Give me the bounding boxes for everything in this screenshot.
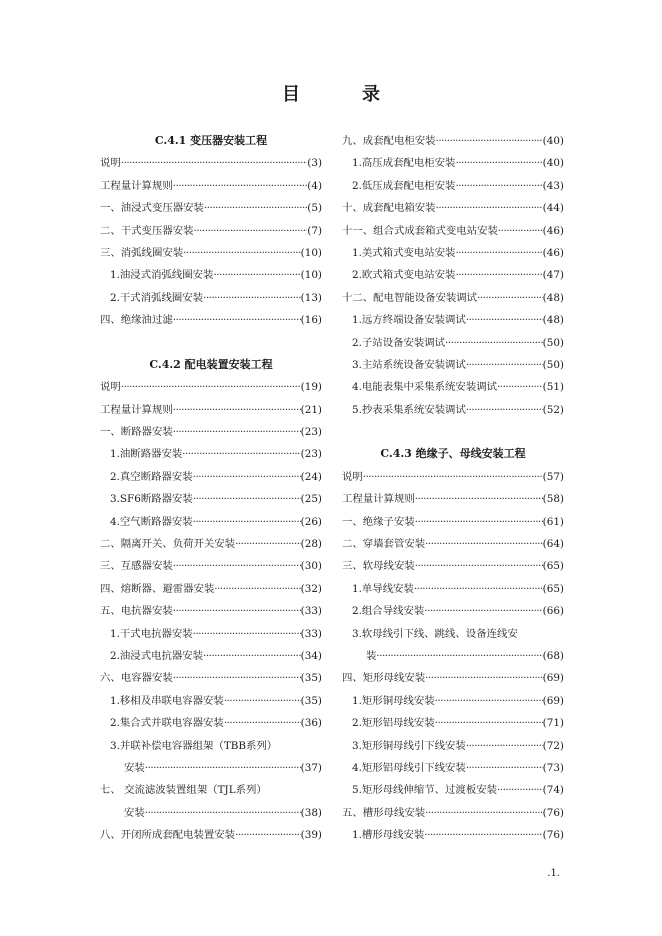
toc-entry-title: 2.集合式并联电容器安装 [110,717,224,730]
toc-leader-dots [424,824,542,846]
toc-entry [342,287,564,309]
toc-entry-title: 安装 [124,806,145,819]
toc-entry [342,466,564,488]
toc-entry-title: 一、断路器安装 [100,426,173,439]
toc-entry-page: (48) [542,291,564,304]
toc-section-heading: C.4.1 变压器安装工程 [154,134,268,147]
toc-entry-text [342,623,564,645]
toc-entry [342,175,564,197]
toc-entry-page: (58) [542,493,564,506]
toc-entry [342,376,564,398]
toc-entry-title: 1.槽形母线安装 [352,829,425,842]
toc-leader-dots [445,332,543,354]
toc-leader-dots [415,555,543,577]
toc-entry-page: (74) [542,784,564,797]
toc-entry-title: 2.子站设备安装调试 [352,336,446,349]
toc-entry-page: (47) [542,269,564,282]
toc-leader-dots [193,511,301,533]
toc-leader-dots [466,354,543,376]
toc-entry-page: (36) [300,717,322,730]
toc-entry-title: 5.矩形母线伸缩节、过渡板安装 [352,784,497,797]
toc-entry-title: 二、干式变压器安装 [100,224,194,237]
toc-entry-page: (21) [300,403,322,416]
toc-entry-title: 1.移相及串联电容器安装 [110,694,224,707]
toc-entry-page: (76) [542,806,564,819]
toc-leader-dots [173,309,301,331]
toc-entry [100,309,322,331]
toc-entry-page: (52) [542,403,564,416]
toc-entry [342,309,564,331]
toc-entry [342,242,564,264]
toc-entry-title: 1.干式电抗器安装 [110,627,193,640]
toc-entry [100,466,322,488]
toc-entry-page: (23) [300,448,322,461]
toc-entry [100,175,322,197]
toc-entry-title: 三、消弧线圈安装 [100,246,184,259]
toc-entry-page: (35) [300,672,322,685]
toc-leader-dots [497,376,543,398]
toc-leader-dots [173,667,301,689]
toc-entry-page: (64) [542,538,564,551]
toc-entry-page: (65) [542,560,564,573]
toc-entry [342,332,564,354]
toc-leader-dots [455,242,542,264]
toc-entry [100,667,322,689]
toc-entry-title: 3.并联补偿电容器组架（TBB系列） [110,739,278,752]
toc-entry-page: (69) [542,672,564,685]
toc-entry [342,690,564,712]
toc-entry-title: 3.主站系统设备安装调试 [352,358,466,371]
toc-entry-page: (43) [542,179,564,192]
toc-leader-dots [435,690,543,712]
toc-entry-page: (38) [300,806,322,819]
toc-entry-page: (68) [542,649,564,662]
toc-entry-title: 工程量计算规则 [342,493,415,506]
toc-entry-title: 1.单导线安装 [352,582,414,595]
toc-entry-page: (65) [542,582,564,595]
toc-leader-dots [415,511,543,533]
toc-entry [100,376,322,398]
toc-section-heading: C.4.3 绝缘子、母线安装工程 [380,447,526,461]
toc-entry-title: 3.软母线引下线、跳线、设备连线安 [352,627,518,640]
page-title: 目 录 [282,84,402,105]
toc-entry-page: (66) [542,605,564,618]
toc-entry-text [100,779,322,801]
toc-leader-dots [193,466,301,488]
toc-entry [100,623,322,645]
toc-leader-dots [173,175,308,197]
toc-leader-dots [235,824,301,846]
toc-entry-title: 说明 [342,470,363,483]
toc-leader-dots [224,712,301,734]
toc-leader-dots [425,802,543,824]
toc-entry [100,824,322,846]
toc-entry-page: (48) [542,314,564,327]
toc-entry [342,197,564,219]
toc-entry [342,130,564,152]
toc-entry [100,578,322,600]
toc-entry [342,600,564,622]
toc-entry-title: 2.真空断路器安装 [110,470,193,483]
toc-entry-page: (4) [307,179,322,192]
toc-leader-dots [203,645,301,667]
toc-entry [342,779,564,801]
toc-entry-title: 说明 [100,157,121,170]
toc-entry-title: 安装 [124,761,145,774]
toc-left-column [100,130,322,847]
toc-leader-dots [425,667,543,689]
toc-section-heading: C.4.2 配电装置安装工程 [149,357,273,371]
page-number: .1. [547,868,560,879]
toc-leader-dots [173,600,301,622]
toc-entry [342,354,564,376]
toc-entry-page: (25) [300,493,322,506]
toc-entry [100,533,322,555]
toc-entry [100,645,322,667]
toc-leader-dots [121,152,308,174]
toc-leader-dots [363,466,543,488]
toc-leader-dots [173,421,301,443]
toc-leader-dots [425,533,543,555]
toc-entry-title: 九、成套配电柜安装 [342,135,436,147]
toc-entry-title: 十、成套配电箱安装 [342,202,436,215]
toc-leader-dots [436,130,543,152]
toc-entry-page: (72) [542,739,564,752]
toc-entry-title: 3.SF6断路器安装 [110,493,193,506]
toc-entry-title: 1.矩形铜母线安装 [352,694,435,707]
toc-entry-title: 3.矩形铜母线引下线安装 [352,739,466,752]
toc-entry [100,399,322,421]
toc-leader-dots [376,645,542,667]
toc-entry-page: (19) [300,381,322,394]
toc-leader-dots [455,152,542,174]
toc-entry-page: (61) [542,515,564,528]
toc-entry-page: (34) [300,649,322,662]
toc-entry [100,264,322,286]
toc-entry-page: (57) [542,470,564,483]
toc-entry-title: 三、互感器安装 [100,560,173,573]
toc-entry [342,555,564,577]
toc-entry-title: 5.抄表采集系统安装调试 [352,403,466,416]
toc-entry-page: (32) [300,582,322,595]
toc-entry-page: (33) [300,627,322,640]
toc-entry [342,712,564,734]
toc-leader-dots [235,533,301,555]
toc-leader-dots [224,690,301,712]
toc-entry [342,152,564,174]
toc-entry [342,399,564,421]
toc-entry-page: (30) [300,560,322,573]
toc-entry-page: (69) [542,694,564,707]
toc-leader-dots [497,779,543,801]
toc-entry-page: (40) [542,135,564,147]
toc-leader-dots [193,488,301,510]
toc-entry [100,511,322,533]
toc-entry-text [100,735,322,757]
toc-entry [342,735,564,757]
toc-leader-dots [204,197,307,219]
toc-leader-dots [455,264,542,286]
toc-entry [342,802,564,824]
toc-entry-title: 1.油浸式消弧线圈安装 [110,269,214,282]
toc-entry-title: 说明 [100,381,121,394]
toc-entry-title: 十二、配电智能设备安装调试 [342,291,478,304]
toc-entry-page: (10) [300,246,322,259]
toc-spacer [342,421,564,443]
toc-leader-dots [498,220,543,242]
toc-entry-title: 一、绝缘子安装 [342,515,415,528]
toc-entry-page: (37) [300,761,322,774]
toc-entry-title: 十一、组合式成套箱式变电站安装 [342,224,498,237]
toc-entry-title: 五、槽形母线安装 [342,806,426,819]
toc-entry [342,533,564,555]
toc-entry-title: 二、隔离开关、负荷开关安装 [100,538,236,551]
toc-entry [100,443,322,465]
toc-entry-title: 工程量计算规则 [100,403,173,416]
toc-entry-page: (26) [300,515,322,528]
toc-entry-title: 五、电抗器安装 [100,605,173,618]
toc-entry [100,802,322,824]
toc-entry [342,667,564,689]
toc-entry-title: 2.组合导线安装 [352,605,425,618]
toc-entry-title: 2.矩形铝母线安装 [352,717,435,730]
toc-leader-dots [466,735,543,757]
toc-entry-title: 1.美式箱式变电站安装 [352,246,456,259]
toc-entry-title: 装 [366,649,377,662]
toc-entry [342,824,564,846]
toc-entry [100,600,322,622]
toc-entry-title: 四、绝缘油过滤 [100,314,173,327]
toc-entry-title: 八、开闭所成套配电装置安装 [100,829,236,842]
toc-entry-page: (33) [300,605,322,618]
toc-leader-dots [173,555,301,577]
toc-entry-title: 2.干式消弧线圈安装 [110,291,204,304]
toc-entry [100,287,322,309]
toc-entry [342,757,564,779]
toc-entry-page: (71) [542,717,564,730]
toc-entry [100,197,322,219]
toc-entry-title: 七、 交流滤波装置组架（TJL系列） [100,784,267,797]
toc-entry [342,220,564,242]
toc-entry-title: 2.低压成套配电柜安装 [352,179,456,192]
toc-entry-page: (51) [542,381,564,394]
toc-entry-title: 4.空气断路器安装 [110,515,193,528]
toc-entry [100,690,322,712]
toc-leader-dots [193,623,301,645]
toc-entry-title: 1.油断路器安装 [110,448,183,461]
toc-leader-dots [183,242,301,264]
toc-spacer [100,332,322,354]
toc-leader-dots [466,757,543,779]
toc-entry-page: (39) [300,829,322,842]
toc-entry-page: (16) [300,314,322,327]
toc-entry-page: (23) [300,426,322,439]
toc-entry [342,578,564,600]
toc-entry-title: 三、软母线安装 [342,560,415,573]
toc-entry-title: 二、穿墙套管安装 [342,538,426,551]
toc-entry-title: 1.远方终端设备安装调试 [352,314,466,327]
toc-leader-dots [415,488,543,510]
toc-entry-page: (76) [542,829,564,842]
toc-entry-title: 2.油浸式电抗器安装 [110,649,204,662]
toc-entry [100,242,322,264]
toc-entry-page: (46) [542,246,564,259]
toc-leader-dots [173,399,301,421]
toc-entry-title: 工程量计算规则 [100,179,173,192]
toc-entry-page: (5) [307,202,322,215]
toc-entry [100,757,322,779]
toc-entry-page: (50) [542,358,564,371]
toc-entry-title: 4.矩形铝母线引下线安装 [352,761,466,774]
toc-entry-title: 六、电容器安装 [100,672,173,685]
toc-entry-page: (35) [300,694,322,707]
toc-entry-title: 一、油浸式变压器安装 [100,202,204,215]
toc-entry-page: (7) [307,224,322,237]
toc-entry-title: 4.电能表集中采集系统安装调试 [352,381,497,394]
toc-entry-title: 四、矩形母线安装 [342,672,426,685]
toc-entry [100,488,322,510]
toc-entry [342,488,564,510]
toc-leader-dots [477,287,543,309]
toc-leader-dots [424,600,542,622]
toc-leader-dots [145,802,301,824]
toc-entry [342,264,564,286]
toc-leader-dots [455,175,542,197]
toc-entry [100,220,322,242]
toc-leader-dots [213,264,300,286]
toc-entry-page: (44) [542,202,564,215]
toc-entry-page: (73) [542,761,564,774]
toc-entry-page: (10) [300,269,322,282]
toc-leader-dots [436,197,543,219]
toc-entry-page: (28) [300,538,322,551]
toc-entry-page: (24) [300,470,322,483]
toc-entry [100,555,322,577]
toc-leader-dots [182,443,300,465]
toc-entry-title: 1.高压成套配电柜安装 [352,157,456,170]
toc-entry [100,152,322,174]
toc-leader-dots [214,578,300,600]
toc-entry [342,645,564,667]
toc-leader-dots [435,712,543,734]
toc-entry-page: (50) [542,336,564,349]
toc-entry [100,421,322,443]
toc-entry [100,712,322,734]
toc-entry-page: (13) [300,291,322,304]
toc-leader-dots [194,220,308,242]
toc-entry-page: (3) [307,157,322,170]
toc-entry-title: 2.欧式箱式变电站安装 [352,269,456,282]
toc-entry [342,511,564,533]
toc-entry-page: (46) [542,224,564,237]
toc-entry-page: (40) [542,157,564,170]
toc-leader-dots [203,287,301,309]
toc-entry-title: 四、熔断器、避雷器安装 [100,582,215,595]
toc-right-column [342,130,564,847]
toc-leader-dots [145,757,301,779]
toc-leader-dots [466,309,543,331]
toc-leader-dots [414,578,543,600]
toc-leader-dots [121,376,301,398]
toc-leader-dots [466,399,543,421]
